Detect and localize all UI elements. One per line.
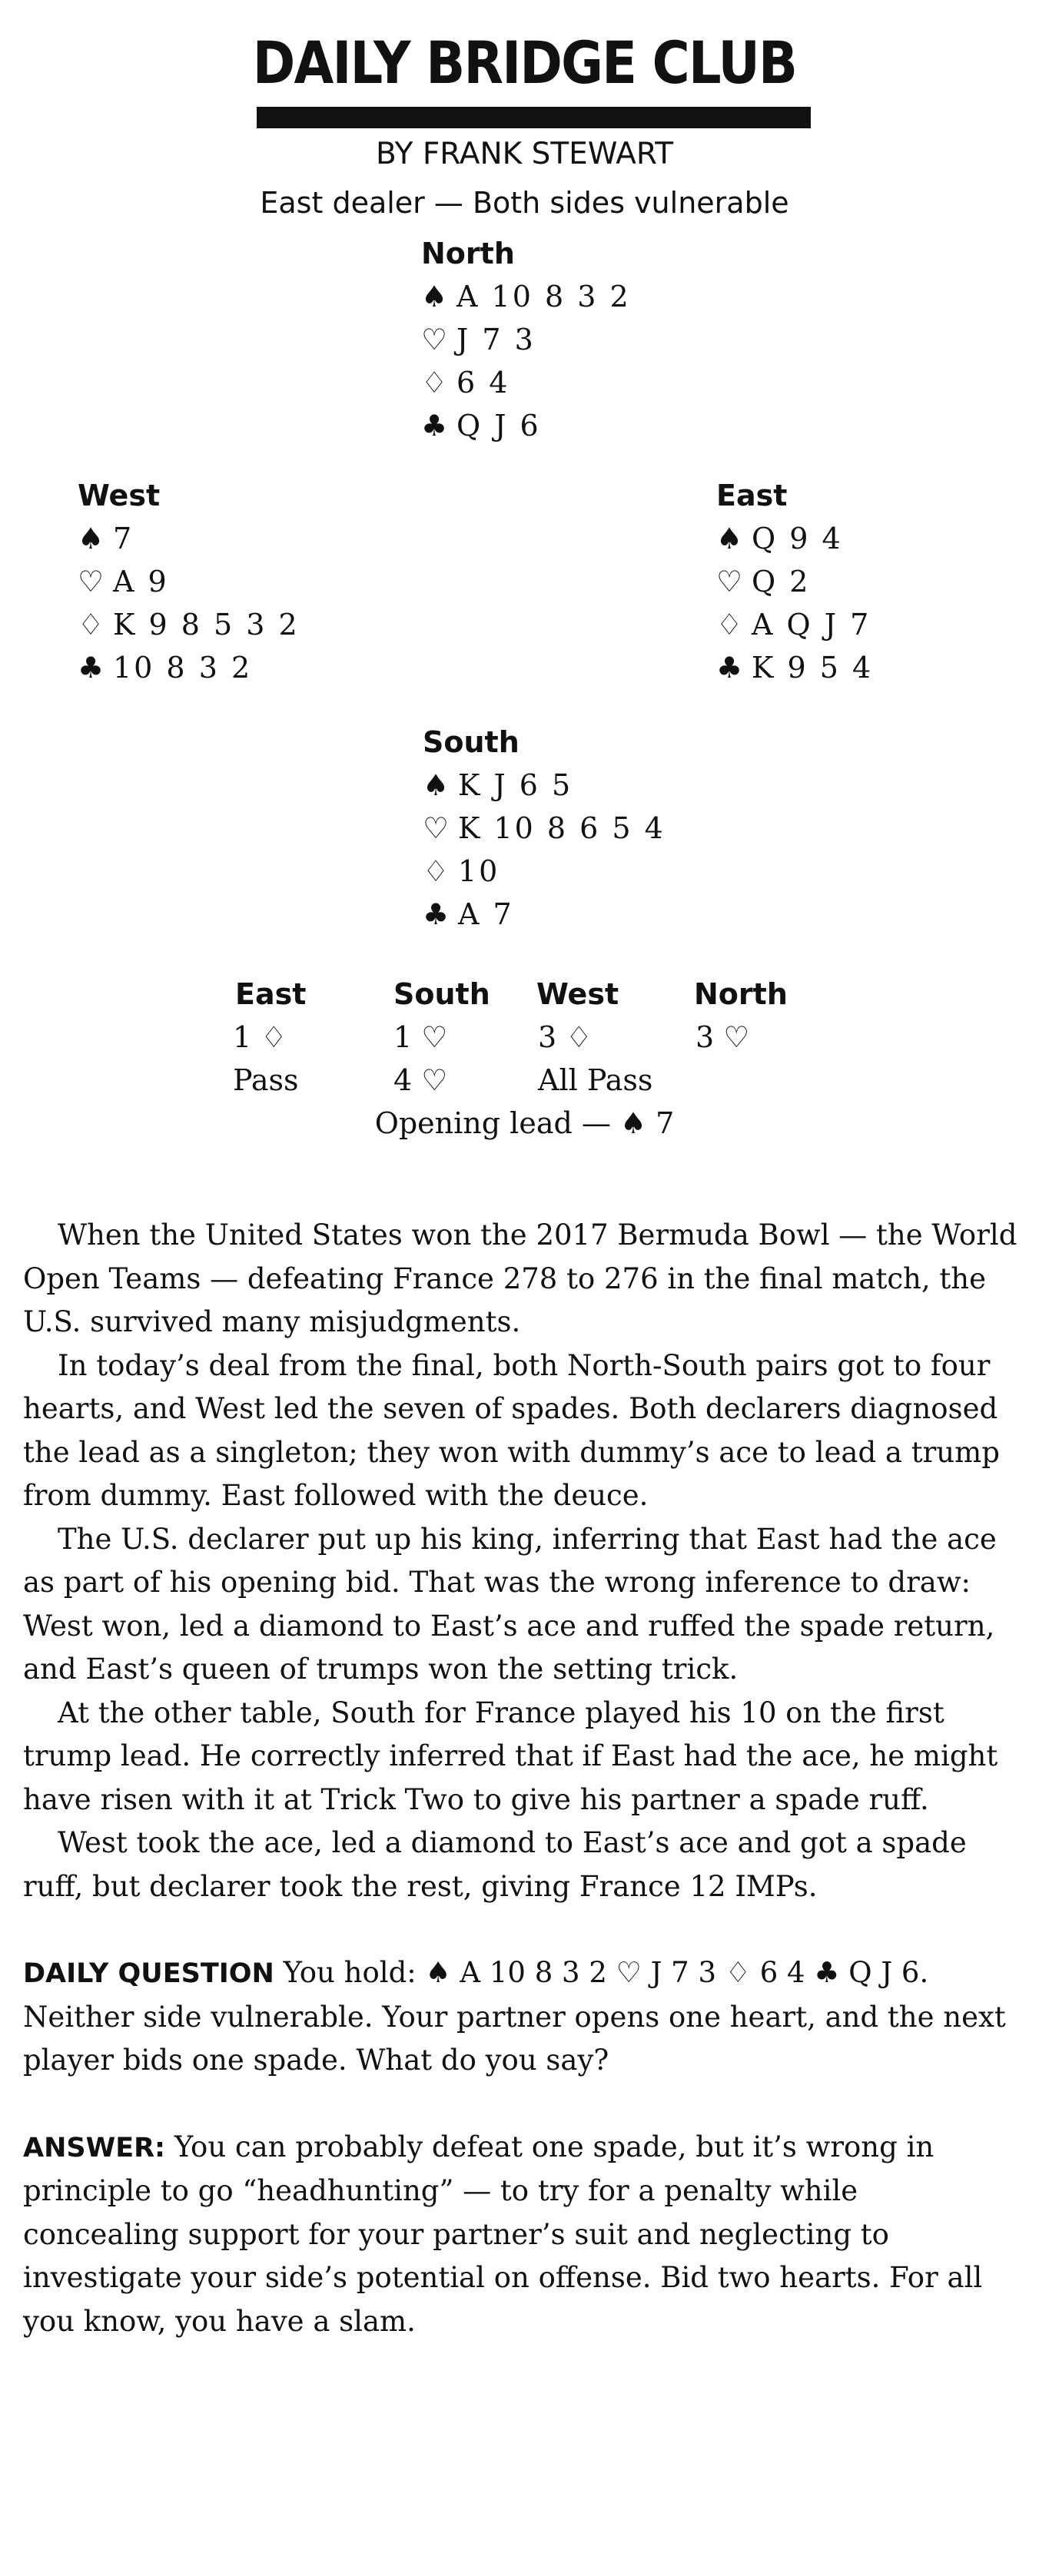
club-icon: ♣ bbox=[421, 409, 448, 443]
seat-label-south: South bbox=[423, 725, 520, 759]
east-spades: Q 9 4 bbox=[752, 522, 843, 555]
daily-question bbox=[23, 1951, 1022, 2083]
answer-label: ANSWER: bbox=[23, 2132, 166, 2163]
heart-icon: ♡ bbox=[716, 565, 743, 598]
west-diamonds: K 9 8 5 3 2 bbox=[113, 608, 300, 642]
seat-label-east: East bbox=[716, 479, 788, 512]
east-hearts: Q 2 bbox=[752, 565, 811, 598]
club-icon: ♣ bbox=[423, 897, 450, 931]
bidding-header-east: East bbox=[235, 977, 307, 1011]
west-clubs: 10 8 3 2 bbox=[113, 651, 253, 685]
bid-north-round1: 3 ♡ bbox=[695, 1020, 750, 1054]
north-hand bbox=[421, 232, 631, 447]
heart-icon: ♡ bbox=[421, 323, 448, 356]
west-hand bbox=[78, 474, 300, 689]
south-hand bbox=[423, 721, 666, 936]
daily-question-label: DAILY QUESTION bbox=[23, 1958, 274, 1989]
south-hearts: K 10 8 6 5 4 bbox=[458, 811, 666, 845]
answer bbox=[23, 2126, 1022, 2344]
article-paragraph: The U.S. declarer put up his king, inferring that East had the ace as part of his opening bid. That was the wrong inference to draw: West won, led a diamond to East’s ace and ruffed the spade return, and East’s queen of trumps won the setting trick. bbox=[23, 1522, 997, 1686]
bid-south-round2: 4 ♡ bbox=[393, 1063, 448, 1097]
south-diamonds-row bbox=[423, 850, 666, 893]
bid-west-round2: All Pass bbox=[538, 1063, 653, 1097]
bidding-header-south: South bbox=[393, 977, 490, 1011]
east-hearts-row bbox=[716, 560, 873, 603]
east-clubs: K 9 5 4 bbox=[752, 651, 874, 685]
north-hearts: J 7 3 bbox=[456, 323, 536, 356]
spade-icon: ♠ bbox=[421, 280, 448, 313]
spade-icon: ♠ bbox=[78, 522, 105, 555]
article-body bbox=[23, 1214, 1022, 2343]
title-underline-rule bbox=[257, 107, 811, 128]
west-spades: 7 bbox=[113, 522, 134, 555]
west-clubs-row bbox=[78, 646, 300, 689]
diamond-icon: ♢ bbox=[423, 854, 450, 888]
diamond-icon: ♢ bbox=[78, 608, 105, 642]
north-hearts-row bbox=[421, 318, 631, 361]
north-spades-row bbox=[421, 275, 631, 318]
bidding-header-west: West bbox=[536, 977, 619, 1011]
east-diamonds: A Q J 7 bbox=[752, 608, 871, 642]
seat-label-west: West bbox=[78, 479, 161, 512]
spade-icon: ♠ bbox=[716, 522, 743, 555]
article-paragraph: At the other table, South for France played his 10 on the first trump lead. He correctly inferred that if East had the ace, he might have risen with it at Trick Two to give his partner a spade ruff. bbox=[23, 1696, 998, 1816]
deal-info: East dealer — Both sides vulnerable bbox=[260, 186, 789, 220]
west-hearts: A 9 bbox=[113, 565, 169, 598]
seat-label-north: North bbox=[421, 237, 515, 270]
north-spades: A 10 8 3 2 bbox=[456, 280, 631, 313]
west-spades-row bbox=[78, 517, 300, 560]
bid-east-round1: 1 ♢ bbox=[233, 1020, 287, 1054]
heart-icon: ♡ bbox=[78, 565, 105, 598]
bidding-header-north: North bbox=[694, 977, 788, 1011]
bid-south-round1: 1 ♡ bbox=[393, 1020, 448, 1054]
column-title: DAILY BRIDGE CLUB bbox=[252, 28, 797, 97]
south-spades: K J 6 5 bbox=[458, 768, 573, 802]
east-diamonds-row bbox=[716, 603, 873, 646]
west-hearts-row bbox=[78, 560, 300, 603]
diamond-icon: ♢ bbox=[421, 366, 448, 399]
north-clubs: Q J 6 bbox=[456, 409, 541, 443]
daily-question-text: You hold: ♠ A 10 8 3 2 ♡ J 7 3 ♢ 6 4 ♣ Q J 6. Neither side vulnerable. Your partner opens one heart, and the next player bids one spade. What do you say? bbox=[23, 1956, 1006, 2077]
opening-lead: Opening lead — ♠ 7 bbox=[374, 1106, 675, 1140]
south-hearts-row bbox=[423, 807, 666, 850]
south-diamonds: 10 bbox=[458, 854, 500, 888]
diamond-icon: ♢ bbox=[716, 608, 743, 642]
heart-icon: ♡ bbox=[423, 811, 450, 845]
byline: BY FRANK STEWART bbox=[375, 137, 674, 171]
club-icon: ♣ bbox=[716, 651, 743, 685]
bid-east-round2: Pass bbox=[233, 1063, 299, 1097]
article-paragraph: In today’s deal from the final, both North-South pairs got to four hearts, and West led the seven of spades. Both declarers diagnosed the lead as a singleton; they won with dummy’s ace to lead a trump from dummy. East followed with the deuce. bbox=[23, 1348, 1000, 1512]
north-diamonds-row bbox=[421, 361, 631, 404]
east-hand bbox=[716, 474, 873, 689]
north-diamonds: 6 4 bbox=[456, 366, 510, 399]
bid-west-round1: 3 ♢ bbox=[538, 1020, 593, 1054]
article-paragraph: When the United States won the 2017 Bermuda Bowl — the World Open Teams — defeating France 278 to 276 in the final match, the U.S. survived many misjudgments. bbox=[23, 1218, 1017, 1338]
article-paragraph: West took the ace, led a diamond to East’s ace and got a spade ruff, but declarer took the rest, giving France 12 IMPs. bbox=[23, 1826, 967, 1903]
east-spades-row bbox=[716, 517, 873, 560]
west-diamonds-row bbox=[78, 603, 300, 646]
answer-text: You can probably defeat one spade, but it’s wrong in principle to go “headhunting” — to try for a penalty while concealing support for your partner’s suit and neglecting to investigate your side’s potential on offense. Bid two hearts. For all you know, you have a slam. bbox=[23, 2130, 983, 2338]
east-clubs-row bbox=[716, 646, 873, 689]
north-clubs-row bbox=[421, 404, 631, 447]
south-spades-row bbox=[423, 764, 666, 807]
club-icon: ♣ bbox=[78, 651, 105, 685]
south-clubs: A 7 bbox=[458, 897, 514, 931]
spade-icon: ♠ bbox=[423, 768, 450, 802]
south-clubs-row bbox=[423, 893, 666, 936]
